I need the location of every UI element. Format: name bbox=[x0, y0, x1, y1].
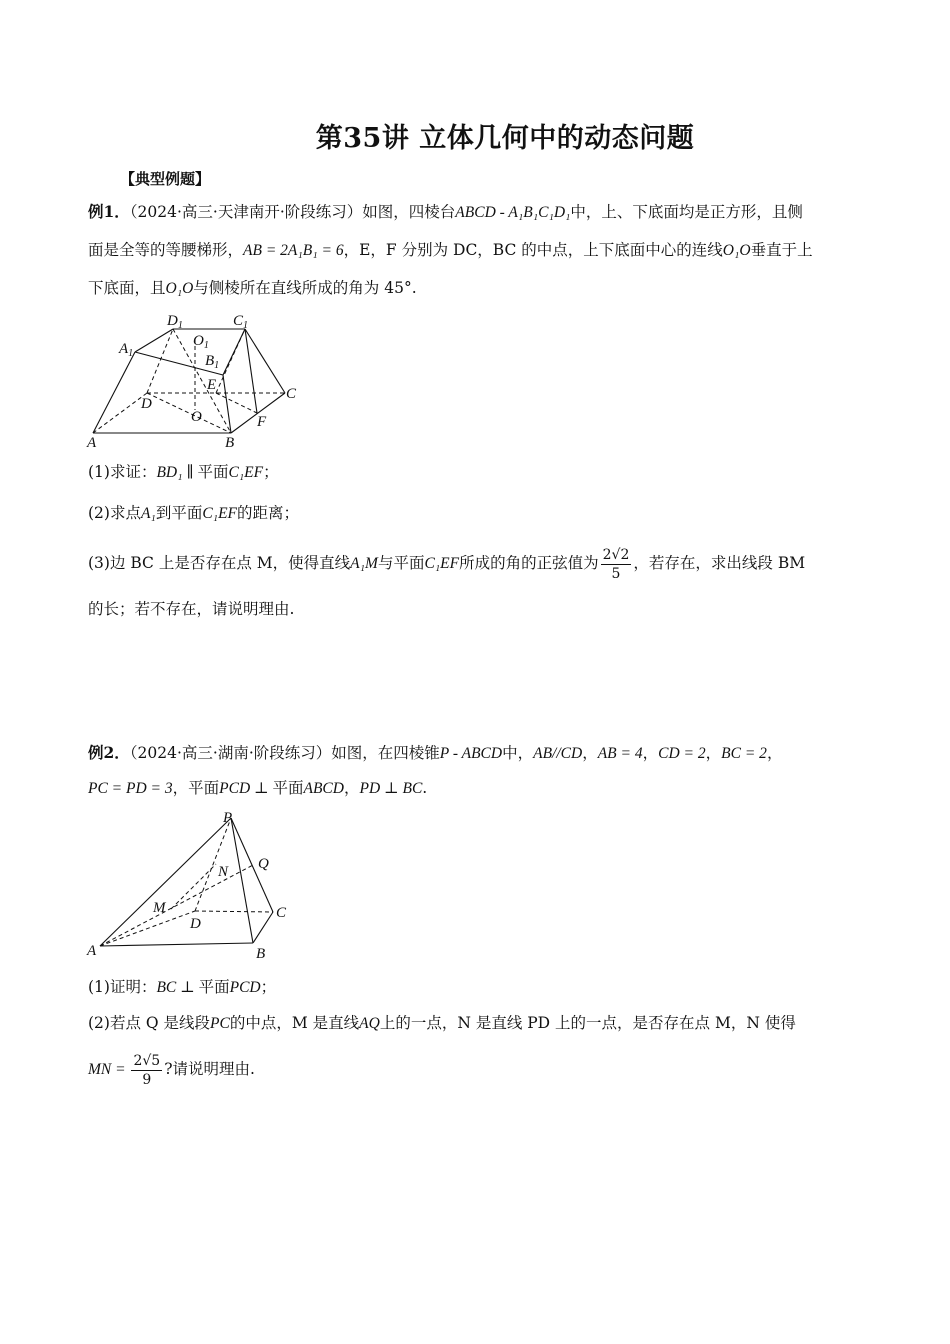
label-A: A bbox=[87, 943, 97, 959]
label-C: C bbox=[276, 905, 287, 921]
math: BD₁ ∥ bbox=[156, 464, 198, 481]
label-M: M bbox=[153, 900, 166, 916]
text: 所成的角的正弦值为 bbox=[459, 554, 599, 572]
math: C₁EF bbox=[228, 464, 264, 481]
fraction bbox=[601, 546, 632, 583]
math: AQ bbox=[359, 1015, 380, 1032]
label-B: B bbox=[225, 435, 235, 451]
text: (1)求证： bbox=[88, 463, 157, 481]
label-N: N bbox=[218, 864, 229, 880]
text: 面是全等的等腰梯形， bbox=[88, 241, 244, 259]
fraction-den: 5 bbox=[611, 565, 621, 582]
label-D: D bbox=[141, 396, 152, 412]
math-eq: AB = 2A₁B₁ = 6 bbox=[243, 242, 344, 259]
label-B1: $B_1$ bbox=[205, 353, 220, 371]
math: PC = PD = 3 bbox=[88, 780, 173, 797]
label-O: O bbox=[191, 409, 202, 425]
fraction-num: 2√2 bbox=[602, 546, 630, 563]
math: BC = 2 bbox=[721, 745, 767, 762]
label-C1: $C_1$ bbox=[233, 313, 249, 331]
math: A₁ bbox=[140, 505, 156, 522]
text: ， bbox=[642, 744, 659, 762]
figure-2-pyramid bbox=[85, 808, 300, 968]
math: BC ⊥ bbox=[156, 979, 199, 996]
text: 与平面 bbox=[377, 554, 425, 572]
example-1-question-3 bbox=[88, 544, 868, 583]
example-1-line-3 bbox=[88, 269, 868, 308]
example-1-line-1 bbox=[88, 193, 868, 232]
page-title: 第35讲 立体几何中的动态问题 bbox=[315, 123, 695, 154]
example-2-line-1 bbox=[88, 734, 868, 773]
example-2-question-2-cont bbox=[88, 1050, 868, 1089]
text: ， bbox=[343, 779, 360, 797]
math: PC bbox=[210, 1015, 230, 1032]
section-header: 【典型例题】 bbox=[120, 170, 211, 188]
text: 的距离； bbox=[237, 504, 300, 522]
text: 的长；若不存在，请说明理由. bbox=[88, 600, 295, 618]
example-1-question-1 bbox=[88, 453, 868, 492]
example-2-line-2 bbox=[88, 769, 868, 808]
label-F: F bbox=[257, 414, 267, 430]
text: ，若存在，求出线段 BM bbox=[633, 554, 806, 572]
text: ?请说明理由. bbox=[164, 1060, 255, 1078]
example-2-question-2 bbox=[88, 1004, 868, 1043]
text: (2)若点 Q 是线段 bbox=[88, 1014, 211, 1032]
text: 与侧棱所在直线所成的角为 45°. bbox=[193, 279, 417, 297]
text: 到平面 bbox=[155, 504, 203, 522]
label-D1: $D_1$ bbox=[167, 313, 183, 331]
math: P - ABCD bbox=[439, 745, 503, 762]
label-C: C bbox=[286, 386, 297, 402]
label-Q: Q bbox=[258, 856, 269, 872]
math: PCD bbox=[229, 979, 261, 996]
text: 上的一点，N 是直线 PD 上的一点，是否存在点 M，N 使得 bbox=[379, 1014, 796, 1032]
math: PD ⊥ BC bbox=[359, 780, 423, 797]
label-A: A bbox=[87, 435, 97, 451]
example-1-question-2 bbox=[88, 494, 868, 533]
label-P: P bbox=[223, 810, 233, 826]
example-2-question-1 bbox=[88, 968, 868, 1007]
example-1-source: （2024·高三·天津南开·阶段练习） bbox=[129, 203, 363, 221]
fraction-num: 2√5 bbox=[133, 1052, 161, 1069]
example-2-label: 例2． bbox=[88, 743, 130, 762]
label-A1: $A_1$ bbox=[119, 341, 134, 359]
math: C₁EF bbox=[424, 555, 460, 572]
math: C₁EF bbox=[202, 505, 238, 522]
example-2-source: （2024·高三·湖南·阶段练习） bbox=[129, 744, 332, 762]
label-E: E bbox=[207, 377, 217, 393]
text: (2)求点 bbox=[88, 504, 141, 522]
math: ABCD bbox=[303, 780, 344, 797]
text: ， bbox=[705, 744, 722, 762]
text: 中， bbox=[502, 744, 534, 762]
text: 平面 bbox=[272, 779, 304, 797]
text: 平面 bbox=[198, 978, 230, 996]
text: . bbox=[422, 779, 428, 797]
math: PCD ⊥ bbox=[219, 780, 273, 797]
text: 如图，四棱台 bbox=[362, 203, 456, 221]
fraction bbox=[131, 1052, 162, 1089]
text: 中，上、下底面均是正方形，且侧 bbox=[570, 203, 803, 221]
text: (3)边 BC 上是否存在点 M，使得直线 bbox=[88, 554, 351, 572]
figure-1-frustum bbox=[85, 305, 315, 455]
text: ，E，F 分别为 DC，BC 的中点，上下底面中心的连线 bbox=[343, 241, 723, 259]
math: MN = bbox=[88, 1061, 130, 1078]
math: AB = 4 bbox=[597, 745, 643, 762]
text: 垂直于上 bbox=[750, 241, 813, 259]
text: ，平面 bbox=[172, 779, 220, 797]
text: 下底面，且 bbox=[88, 279, 166, 297]
label-O1: $O_1$ bbox=[193, 333, 209, 351]
text: 平面 bbox=[197, 463, 229, 481]
math: CD = 2 bbox=[658, 745, 706, 762]
text: ， bbox=[766, 744, 783, 762]
text: 的中点，M 是直线 bbox=[229, 1014, 360, 1032]
example-1-line-2 bbox=[88, 231, 868, 270]
math: A₁M bbox=[350, 555, 378, 572]
text: ； bbox=[260, 978, 277, 996]
text: ； bbox=[263, 463, 279, 481]
math-o1o: O₁O bbox=[722, 242, 751, 259]
text: ， bbox=[582, 744, 598, 762]
text: (1)证明： bbox=[88, 978, 157, 996]
label-B: B bbox=[256, 946, 266, 962]
math-o1o: O₁O bbox=[165, 280, 194, 297]
math-frustum: ABCD - A₁B₁C₁D₁ bbox=[455, 204, 571, 221]
example-1-question-3-cont bbox=[88, 590, 868, 628]
text: 如图，在四棱锥 bbox=[331, 744, 440, 762]
example-1-label: 例1． bbox=[88, 202, 130, 221]
label-D: D bbox=[190, 916, 201, 932]
fraction-den: 9 bbox=[142, 1071, 152, 1088]
math: AB//CD bbox=[533, 745, 583, 762]
